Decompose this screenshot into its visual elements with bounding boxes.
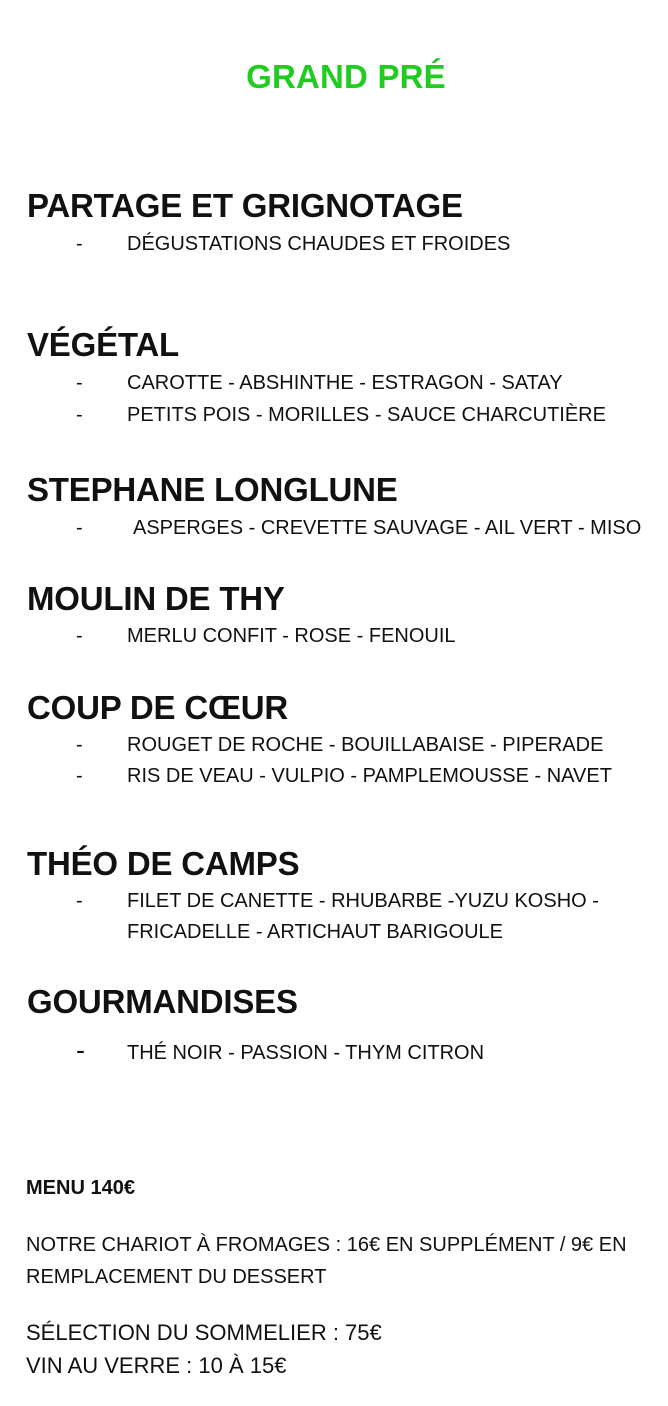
- bullet-dash: -: [76, 765, 83, 787]
- menu-price: MENU 140€: [26, 1177, 135, 1199]
- bullet-dash: -: [76, 372, 83, 394]
- section-heading: GOURMANDISES: [27, 983, 298, 1020]
- bullet-dash: -: [76, 1035, 85, 1065]
- section-heading: VÉGÉTAL: [27, 326, 179, 363]
- cheese-supplement-line-1: NOTRE CHARIOT À FROMAGES : 16€ EN SUPPLÉMENT / 9€ EN: [26, 1234, 627, 1256]
- menu-item-text: RIS DE VEAU - VULPIO - PAMPLEMOUSSE - NAVET: [127, 765, 612, 787]
- menu-item-text: ROUGET DE ROCHE - BOUILLABAISE - PIPERADE: [127, 734, 604, 756]
- restaurant-title: GRAND PRÉ: [246, 58, 446, 95]
- menu-item-text: CAROTTE - ABSHINTHE - ESTRAGON - SATAY: [127, 372, 563, 394]
- menu-item-text: FILET DE CANETTE - RHUBARBE -YUZU KOSHO -: [127, 890, 599, 912]
- section-heading: STEPHANE LONGLUNE: [27, 471, 398, 508]
- section-heading: MOULIN DE THY: [27, 580, 285, 617]
- bullet-dash: -: [76, 517, 83, 539]
- bullet-dash: -: [76, 890, 83, 912]
- wine-by-glass: VIN AU VERRE : 10 À 15€: [26, 1353, 287, 1378]
- menu-item-text: THÉ NOIR - PASSION - THYM CITRON: [127, 1042, 485, 1064]
- section-heading: THÉO DE CAMPS: [27, 845, 300, 882]
- section-heading: PARTAGE ET GRIGNOTAGE: [27, 187, 463, 224]
- section-heading: COUP DE CŒUR: [27, 689, 289, 726]
- bullet-dash: -: [76, 233, 83, 255]
- menu-item-text: PETITS POIS - MORILLES - SAUCE CHARCUTIÈRE: [127, 404, 606, 426]
- bullet-dash: -: [76, 404, 83, 426]
- menu-item-text: ASPERGES - CREVETTE SAUVAGE - AIL VERT - MISO: [133, 517, 642, 539]
- menu-item-text: FRICADELLE - ARTICHAUT BARIGOULE: [127, 921, 504, 943]
- cheese-supplement-line-2: REMPLACEMENT DU DESSERT: [26, 1266, 327, 1288]
- bullet-dash: -: [76, 625, 83, 647]
- bullet-dash: -: [76, 734, 83, 756]
- menu-item-text: MERLU CONFIT - ROSE - FENOUIL: [127, 625, 456, 647]
- menu-item-text: DÉGUSTATIONS CHAUDES ET FROIDES: [127, 233, 511, 255]
- sommelier-selection: SÉLECTION DU SOMMELIER : 75€: [26, 1320, 382, 1345]
